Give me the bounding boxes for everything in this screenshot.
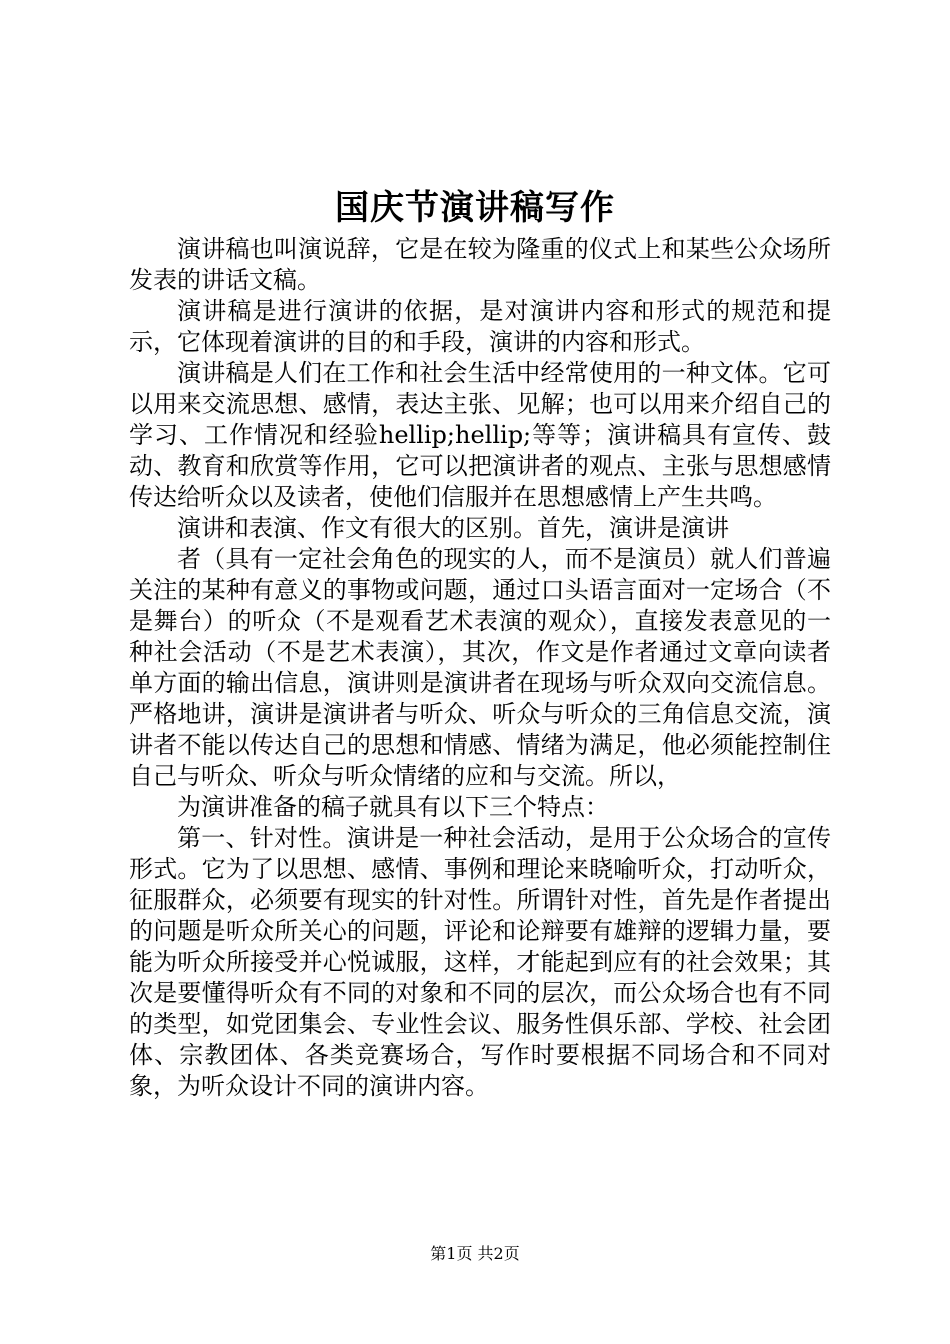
document-body [129,234,831,1102]
paragraph: 演讲稿是人们在工作和社会生活中经常使用的一种文体。它可以用来交流思想、感情，表达主张、见解；也可以用来介绍自己的学习、工作情况和经验hellip;hellip;等等；演讲稿具有宣传、鼓动、教育和欣赏等作用，它可以把演讲者的观点、主张与思想感情传达给听众以及读者，使他们信服并在思想感情上产生共鸣。 [129,359,831,511]
document-title: 国庆节演讲稿写作 [335,188,615,228]
paragraph: 演讲稿也叫演说辞，它是在较为隆重的仪式上和某些公众场所发表的讲话文稿。 [129,235,831,294]
paragraph: 第一、针对性。演讲是一种社会活动，是用于公众场合的宣传形式。它为了以思想、感情、事例和理论来晓喻听众，打动听众，征服群众，必须要有现实的针对性。所谓针对性，首先是作者提出的问题是听众所关心的问题，评论和论辩要有雄辩的逻辑力量，要能为听众所接受并心悦诚服，这样，才能起到应有的社会效果；其次是要懂得听众有不同的对象和不同的层次，而公众场合也有不同的类型，如党团集会、专业性会议、服务性俱乐部、学校、社会团体、宗教团体、各类竞赛场合，写作时要根据不同场合和不同对象，为听众设计不同的演讲内容。 [129,824,831,1100]
paragraph: 为演讲准备的稿子就具有以下三个特点： [177,793,609,821]
page-footer: 第1页 共2页 [430,1244,520,1263]
paragraph: 演讲和表演、作文有很大的区别。首先，演讲是演讲 [177,514,729,542]
paragraph: 演讲稿是进行演讲的依据，是对演讲内容和形式的规范和提示，它体现着演讲的目的和手段，演讲的内容和形式。 [129,297,831,356]
paragraph: 者（具有一定社会角色的现实的人，而不是演员）就人们普遍关注的某种有意义的事物或问题，通过口头语言面对一定场合（不是舞台）的听众（不是观看艺术表演的观众），直接发表意见的一种社会活动（不是艺术表演），其次，作文是作者通过文章向读者单方面的输出信息，演讲则是演讲者在现场与听众双向交流信息。严格地讲，演讲是演讲者与听众、听众与听众的三角信息交流，演讲者不能以传达自己的思想和情感、情绪为满足，他必须能控制住自己与听众、听众与听众情绪的应和与交流。所以， [129,545,831,790]
